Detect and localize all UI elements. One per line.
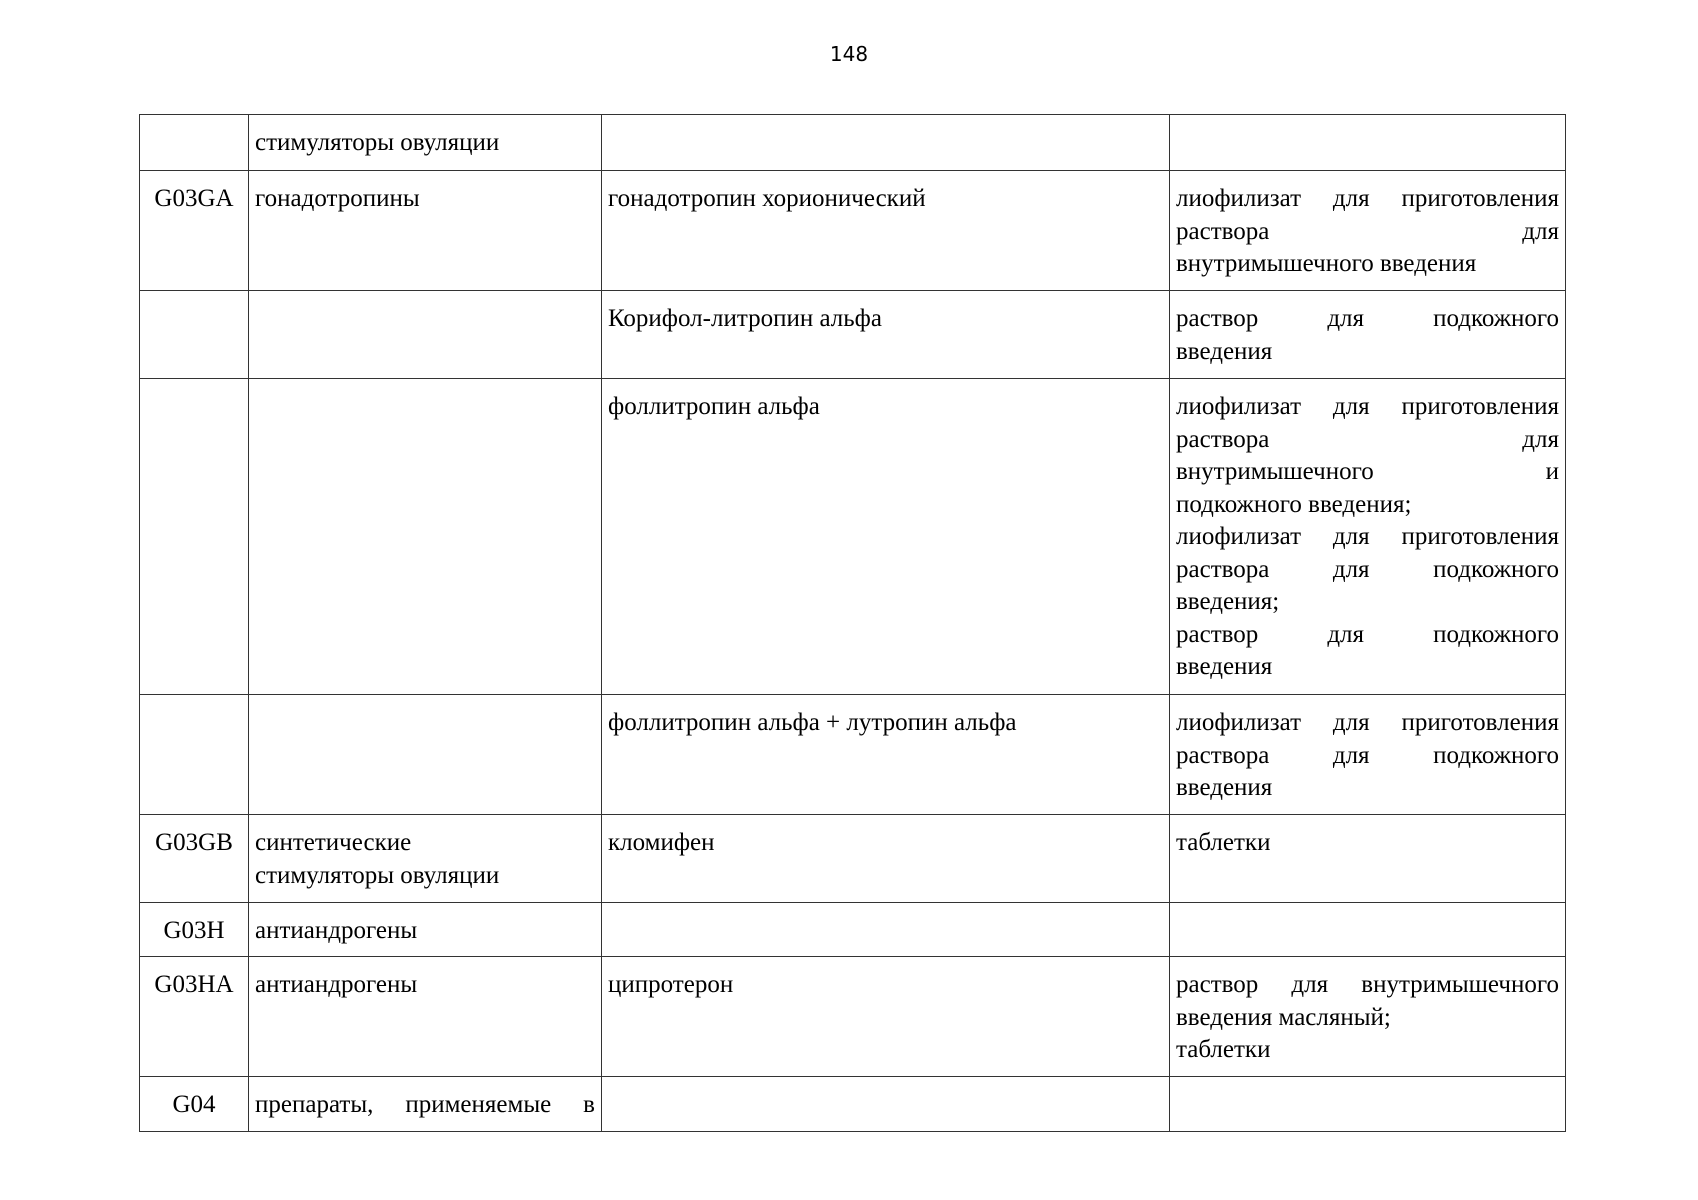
atc-code-cell: G03H: [140, 903, 249, 957]
atc-code-cell: [140, 115, 249, 171]
dosage-form-line: введения;: [1176, 588, 1280, 615]
dosage-form-cell: [1170, 1077, 1566, 1132]
table-row: [140, 1077, 1566, 1132]
dosage-form-cell: [1170, 903, 1566, 957]
dosage-form-cell: [1170, 291, 1566, 379]
dosage-form-line: раствор для подкожного: [1176, 305, 1559, 332]
table-row: [140, 379, 1566, 695]
atc-code-cell: G03HA: [140, 957, 249, 1077]
dosage-form-line: внутримышечного и: [1176, 458, 1559, 485]
atc-code-cell: G03GB: [140, 815, 249, 903]
drug-name-cell: кломифен: [602, 815, 1170, 903]
table-row: [140, 695, 1566, 815]
drug-name-cell: ципротерон: [602, 957, 1170, 1077]
dosage-form-cell: [1170, 379, 1566, 695]
group-cell: гонадотропины: [249, 171, 602, 291]
atc-code-cell: G04: [140, 1077, 249, 1132]
table-row: [140, 815, 1566, 903]
atc-code-cell: [140, 695, 249, 815]
dosage-form-cell: [1170, 957, 1566, 1077]
dosage-form-cell: [1170, 815, 1566, 903]
dosage-form-cell: [1170, 115, 1566, 171]
drug-name-cell: гонадотропин хорионический: [602, 171, 1170, 291]
group-line: стимуляторы овуляции: [255, 861, 500, 889]
page-number: 148: [829, 42, 869, 66]
dosage-form-line: раствор для внутримышечного: [1176, 971, 1559, 998]
table-row: [140, 171, 1566, 291]
dosage-form-line: раствора для: [1176, 217, 1559, 245]
table-row: [140, 291, 1566, 379]
dosage-form-line: подкожного введения;: [1176, 490, 1412, 518]
group-cell: [249, 1077, 602, 1132]
atc-code-cell: G03GA: [140, 171, 249, 291]
dosage-form-line: таблетки: [1176, 829, 1271, 856]
dosage-form-cell: [1170, 171, 1566, 291]
group-cell: стимуляторы овуляции: [249, 115, 602, 171]
group-cell: антиандрогены: [249, 957, 602, 1077]
drug-name-cell: [602, 903, 1170, 957]
dosage-form-line: раствора для подкожного: [1176, 555, 1559, 583]
dosage-form-cell: [1170, 695, 1566, 815]
drug-name-cell: [602, 115, 1170, 171]
drug-name-cell: Корифол-литропин альфа: [602, 291, 1170, 379]
drug-name-cell: фоллитропин альфа + лутропин альфа: [602, 695, 1170, 815]
dosage-form-line: лиофилизат для приготовления: [1176, 709, 1559, 736]
dosage-form-line: введения масляный;: [1176, 1003, 1391, 1031]
atc-code-cell: [140, 291, 249, 379]
dosage-form-line: внутримышечного введения: [1176, 250, 1477, 277]
group-cell: [249, 379, 602, 695]
medication-table: [139, 114, 1566, 1132]
dosage-form-line: раствора для: [1176, 425, 1559, 453]
group-line: препараты, применяемые в: [255, 1091, 595, 1118]
drug-name-cell: [602, 1077, 1170, 1132]
dosage-form-line: раствор для подкожного: [1176, 620, 1559, 648]
table-row: [140, 115, 1566, 171]
dosage-form-line: введения: [1176, 337, 1273, 365]
dosage-form-line: введения: [1176, 653, 1273, 680]
dosage-form-line: раствора для подкожного: [1176, 741, 1559, 769]
dosage-form-line: лиофилизат для приготовления: [1176, 523, 1559, 550]
dosage-form-line: таблетки: [1176, 1036, 1271, 1063]
dosage-form-line: введения: [1176, 774, 1273, 801]
dosage-form-line: лиофилизат для приготовления: [1176, 393, 1559, 420]
atc-code-cell: [140, 379, 249, 695]
table-row: [140, 903, 1566, 957]
table-row: [140, 957, 1566, 1077]
dosage-form-line: лиофилизат для приготовления: [1176, 185, 1559, 212]
group-cell: [249, 695, 602, 815]
group-cell: [249, 291, 602, 379]
drug-name-cell: фоллитропин альфа: [602, 379, 1170, 695]
group-cell: [249, 815, 602, 903]
group-cell: антиандрогены: [249, 903, 602, 957]
group-line: синтетические: [255, 829, 412, 856]
